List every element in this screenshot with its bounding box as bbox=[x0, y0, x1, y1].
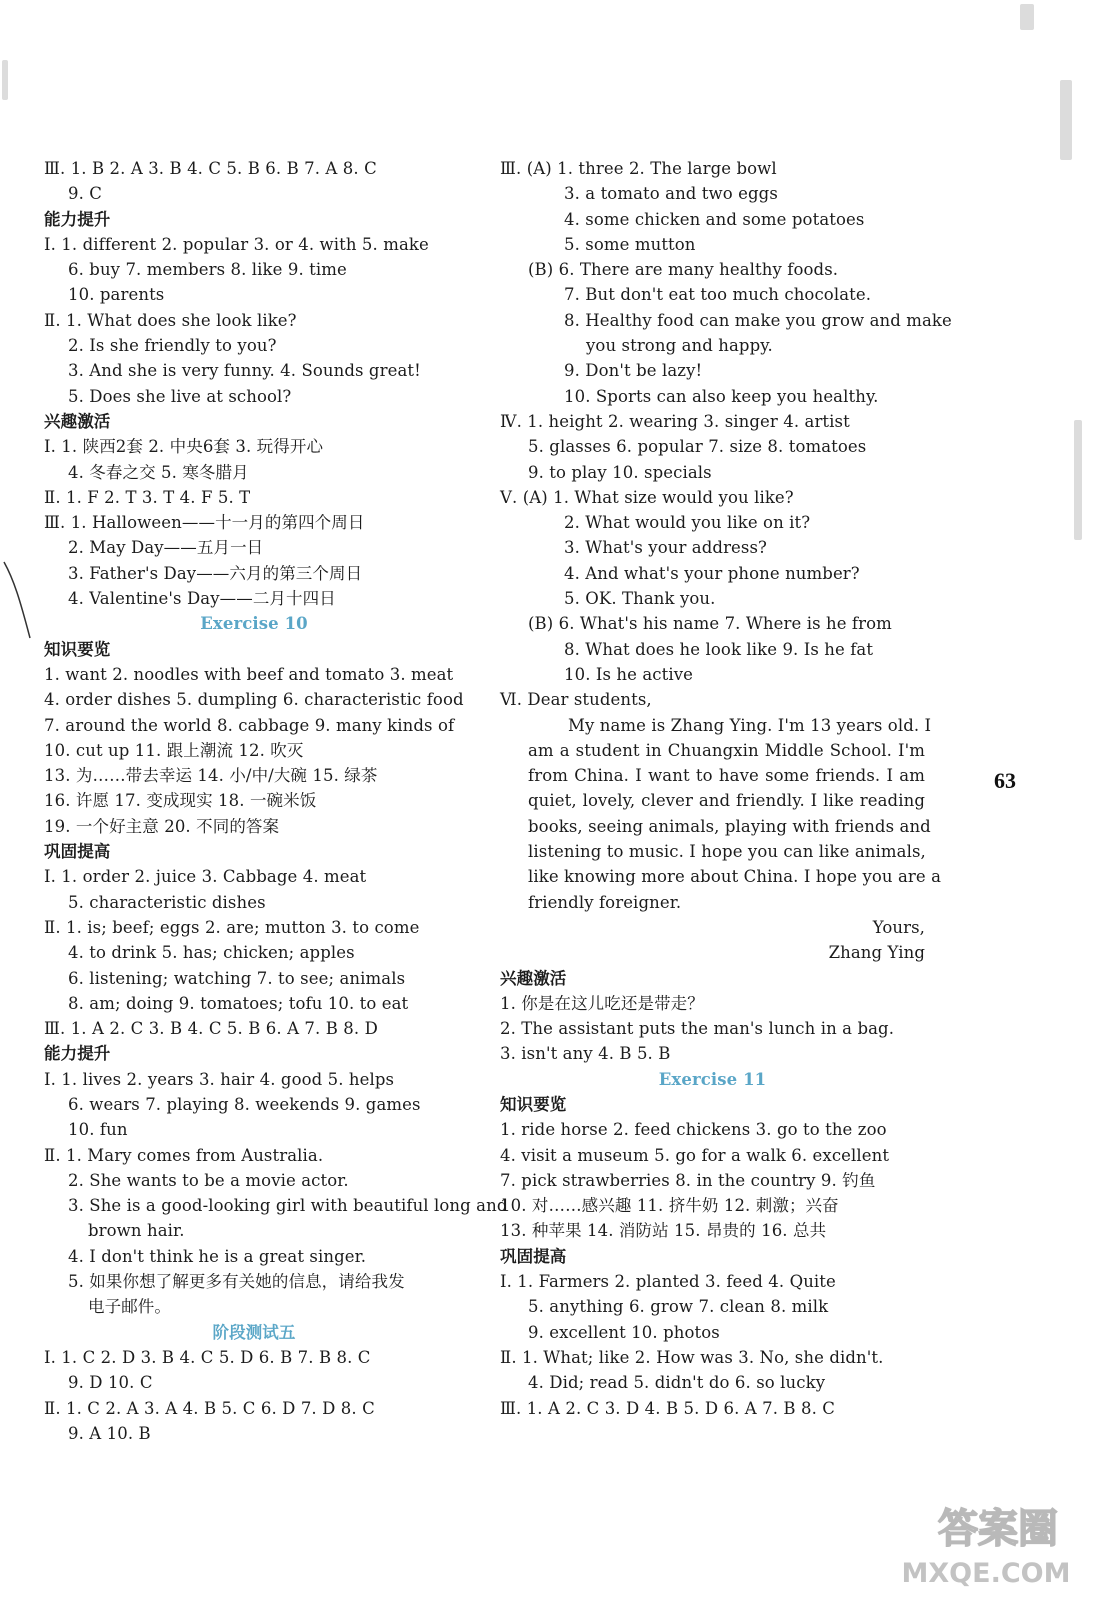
answer-line: 5. glasses 6. popular 7. size 8. tomatoes bbox=[528, 437, 867, 457]
answer-line: Ⅰ. 1. order 2. juice 3. Cabbage 4. meat bbox=[44, 867, 367, 887]
answer-line: like knowing more about China. I hope you are a bbox=[528, 867, 942, 887]
watermark-bottom-text: MXQE.COM bbox=[901, 1558, 1071, 1588]
answer-line: Ⅰ. 1. 陕西2套 2. 中央6套 3. 玩得开心 bbox=[44, 437, 324, 457]
answer-line: 9. to play 10. specials bbox=[528, 462, 712, 482]
scan-noise bbox=[1060, 80, 1072, 160]
answer-line: 1. 你是在这儿吃还是带走？ bbox=[500, 993, 704, 1013]
answer-line: 5. anything 6. grow 7. clean 8. milk bbox=[528, 1297, 829, 1317]
answer-line: 7. pick strawberries 8. in the country 9. 钓鱼 bbox=[500, 1170, 876, 1190]
answer-line: Ⅵ. Dear students, bbox=[500, 690, 652, 710]
answer-line: Ⅴ. (A) 1. What size would you like? bbox=[500, 487, 794, 507]
section-heading: 能力提升 bbox=[44, 209, 111, 229]
answer-line: 电子邮件。 bbox=[88, 1297, 171, 1317]
answer-line: Ⅳ. 1. height 2. wearing 3. singer 4. artist bbox=[500, 411, 850, 431]
answer-line: 16. 许愿 17. 变成现实 18. 一碗米饭 bbox=[44, 791, 317, 811]
section-heading: 知识要览 bbox=[44, 639, 111, 659]
answer-line: Yours, bbox=[872, 917, 925, 937]
answer-line: Ⅲ. 1. A 2. C 3. B 4. C 5. B 6. A 7. B 8. D bbox=[44, 1019, 378, 1039]
answer-line: 3. Father's Day——六月的第三个周日 bbox=[68, 563, 363, 583]
answer-line: 4. Did; read 5. didn't do 6. so lucky bbox=[528, 1373, 826, 1393]
answer-line: 9. A 10. B bbox=[68, 1423, 151, 1443]
answer-line: 6. wears 7. playing 8. weekends 9. games bbox=[68, 1094, 421, 1114]
answer-line: 3. a tomato and two eggs bbox=[564, 184, 778, 204]
answer-line: am a student in Chuangxin Middle School. I'm bbox=[528, 740, 925, 760]
answer-line: 2. What would you like on it? bbox=[564, 513, 811, 533]
answer-line: friendly foreigner. bbox=[528, 892, 682, 912]
answer-line: 8. am; doing 9. tomatoes; tofu 10. to eat bbox=[68, 993, 409, 1013]
answer-line: Ⅱ. 1. Mary comes from Australia. bbox=[44, 1145, 324, 1165]
answer-line: 2. The assistant puts the man's lunch in a bag. bbox=[500, 1019, 895, 1039]
answer-line: 10. parents bbox=[68, 285, 165, 305]
answer-line: 10. fun bbox=[68, 1120, 128, 1140]
answer-line: Ⅰ. 1. different 2. popular 3. or 4. with 5. make bbox=[44, 234, 429, 254]
answer-line: 4. some chicken and some potatoes bbox=[564, 209, 865, 229]
section-heading: 巩固提高 bbox=[44, 842, 111, 862]
answer-line: Ⅲ. (A) 1. three 2. The large bowl bbox=[500, 159, 777, 178]
answer-line: books, seeing animals, playing with friends and bbox=[528, 816, 931, 836]
section-heading: 兴趣激活 bbox=[500, 968, 567, 988]
section-heading: 兴趣激活 bbox=[44, 411, 111, 431]
answer-line: 9. Don't be lazy! bbox=[564, 361, 703, 381]
answer-line: Ⅲ. 1. A 2. C 3. D 4. B 5. D 6. A 7. B 8. C bbox=[500, 1398, 836, 1418]
section-heading: 知识要览 bbox=[500, 1094, 567, 1114]
answer-line: Zhang Ying bbox=[828, 943, 925, 963]
answer-line: 10. 对……感兴趣 11. 挤牛奶 12. 刺激；兴奋 bbox=[500, 1196, 839, 1216]
answer-line: 9. D 10. C bbox=[68, 1373, 153, 1393]
scan-noise bbox=[1020, 4, 1034, 30]
answer-line: Ⅰ. 1. Farmers 2. planted 3. feed 4. Quite bbox=[500, 1272, 836, 1292]
answer-line: 4. Valentine's Day——二月十四日 bbox=[68, 589, 336, 609]
answer-line: My name is Zhang Ying. I'm 13 years old. I bbox=[568, 715, 932, 735]
answer-line: 9. C bbox=[68, 184, 103, 204]
scan-noise bbox=[1074, 420, 1082, 540]
answer-line: 4. 冬春之交 5. 寒冬腊月 bbox=[68, 462, 249, 482]
answer-line: 2. Is she friendly to you? bbox=[68, 336, 277, 356]
answer-line: 7. But don't eat too much chocolate. bbox=[564, 285, 872, 305]
answer-line: Ⅱ. 1. What does she look like? bbox=[44, 310, 297, 330]
answer-line: 6. listening; watching 7. to see; animals bbox=[68, 968, 406, 988]
answer-line: 8. What does he look like 9. Is he fat bbox=[564, 639, 874, 659]
page-number: 63 bbox=[994, 768, 1016, 793]
answer-line: brown hair. bbox=[88, 1221, 185, 1241]
answer-line: Ⅲ. 1. B 2. A 3. B 4. C 5. B 6. B 7. A 8. C bbox=[44, 159, 377, 178]
answer-line: listening to music. I hope you can like animals, bbox=[528, 842, 926, 862]
answer-line: 19. 一个好主意 20. 不同的答案 bbox=[44, 816, 280, 836]
answer-line: Ⅲ. 1. Halloween——十一月的第四个周日 bbox=[44, 513, 365, 533]
answer-line: 13. 种苹果 14. 消防站 15. 昂贵的 16. 总共 bbox=[500, 1221, 827, 1241]
answer-line: 5. characteristic dishes bbox=[68, 892, 266, 912]
answer-line: 7. around the world 8. cabbage 9. many kinds of bbox=[44, 715, 455, 735]
right-answer-column bbox=[500, 156, 952, 1421]
answer-line: (B) 6. There are many healthy foods. bbox=[528, 260, 839, 280]
answer-line: 6. buy 7. members 8. like 9. time bbox=[68, 260, 347, 280]
answer-line: 3. isn't any 4. B 5. B bbox=[500, 1044, 671, 1064]
section-heading: 能力提升 bbox=[44, 1044, 111, 1064]
exercise-title: Exercise 11 bbox=[658, 1069, 767, 1089]
answer-line: 5. 如果你想了解更多有关她的信息，请给我发 bbox=[68, 1272, 405, 1292]
answer-line: you strong and happy. bbox=[586, 336, 773, 356]
margin-pen-mark bbox=[0, 560, 40, 640]
answer-line: 3. And she is very funny. 4. Sounds great! bbox=[68, 361, 421, 381]
answer-line: Ⅱ. 1. F 2. T 3. T 4. F 5. T bbox=[44, 487, 251, 507]
answer-line: Ⅱ. 1. C 2. A 3. A 4. B 5. C 6. D 7. D 8. C bbox=[44, 1398, 375, 1418]
answer-line: quiet, lovely, clever and friendly. I like reading bbox=[528, 791, 925, 811]
answer-line: 1. ride horse 2. feed chickens 3. go to the zoo bbox=[500, 1120, 887, 1140]
answer-line: 10. Is he active bbox=[564, 664, 694, 684]
answer-line: 10. cut up 11. 跟上潮流 12. 吹灭 bbox=[44, 740, 304, 760]
scan-noise bbox=[2, 60, 8, 100]
answer-line: 4. visit a museum 5. go for a walk 6. excellent bbox=[500, 1145, 890, 1165]
answer-line: (B) 6. What's his name 7. Where is he from bbox=[528, 614, 892, 634]
exercise-title: Exercise 10 bbox=[200, 614, 308, 634]
answer-line: 4. I don't think he is a great singer. bbox=[68, 1246, 367, 1266]
answer-line: 4. order dishes 5. dumpling 6. characteristic food bbox=[44, 690, 464, 710]
answer-line: Ⅱ. 1. is; beef; eggs 2. are; mutton 3. to come bbox=[44, 917, 420, 937]
answer-line: 1. want 2. noodles with beef and tomato 3. meat bbox=[44, 664, 454, 684]
answer-line: 3. What's your address? bbox=[564, 538, 767, 558]
answer-line: 5. Does she live at school? bbox=[68, 386, 292, 406]
exercise-title: 阶段测试五 bbox=[212, 1322, 296, 1342]
answer-line: 13. 为……带去幸运 14. 小/中/大碗 15. 绿茶 bbox=[44, 766, 378, 786]
answer-line: Ⅱ. 1. What; like 2. How was 3. No, she didn't. bbox=[500, 1347, 884, 1367]
answer-line: 3. She is a good-looking girl with beautiful long and bbox=[68, 1196, 508, 1216]
answer-line: 5. OK. Thank you. bbox=[564, 589, 716, 609]
answer-line: 10. Sports can also keep you healthy. bbox=[564, 386, 879, 406]
site-watermark bbox=[886, 1498, 1086, 1588]
answer-line: 2. She wants to be a movie actor. bbox=[68, 1170, 349, 1190]
answer-line: from China. I want to have some friends. I am bbox=[528, 766, 925, 786]
left-answer-column bbox=[44, 156, 508, 1446]
answer-line: Ⅰ. 1. C 2. D 3. B 4. C 5. D 6. B 7. B 8. C bbox=[44, 1347, 371, 1367]
answer-line: 4. to drink 5. has; chicken; apples bbox=[68, 943, 355, 963]
answer-line: 8. Healthy food can make you grow and make bbox=[564, 310, 952, 330]
answer-line: 2. May Day——五月一日 bbox=[68, 538, 264, 558]
answer-line: Ⅰ. 1. lives 2. years 3. hair 4. good 5. helps bbox=[44, 1069, 395, 1089]
answer-line: 5. some mutton bbox=[564, 234, 696, 254]
watermark-top-text: 答案圈 bbox=[938, 1506, 1058, 1552]
answer-line: 4. And what's your phone number? bbox=[564, 563, 860, 583]
section-heading: 巩固提高 bbox=[500, 1246, 567, 1266]
answer-line: 9. excellent 10. photos bbox=[528, 1322, 720, 1342]
